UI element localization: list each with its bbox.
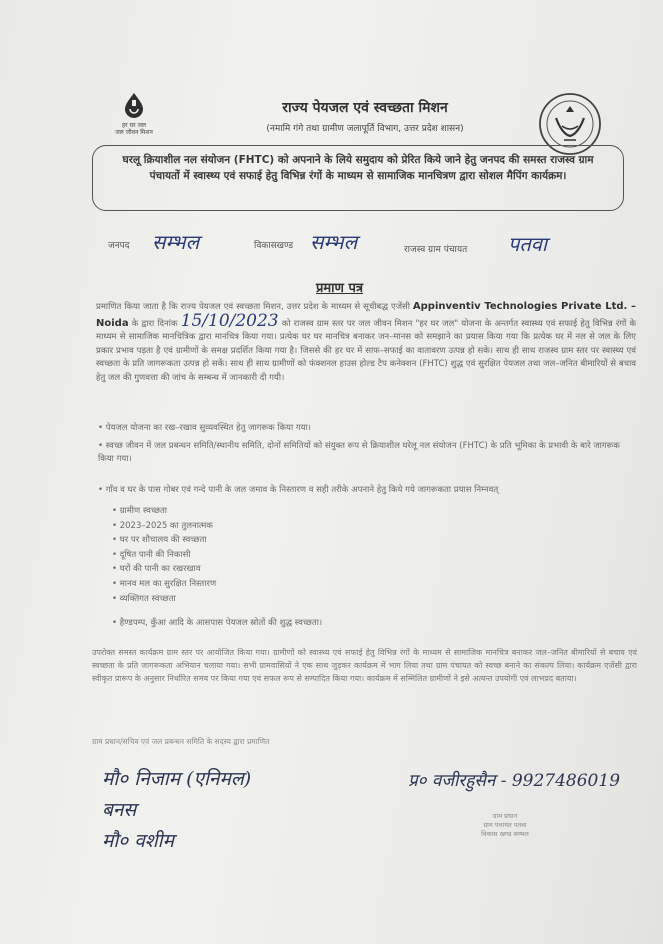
attestation-note: ग्राम प्रधान/सचिव एवं जल प्रबन्धन समिति के सदस्य द्वारा प्रमाणित <box>92 737 270 746</box>
bullet-item-1: • पेयजल योजना का रख–रखाव सुव्यवस्थित हेतु जागरूक किया गया। <box>98 423 311 433</box>
paragraph-1-start: प्रमाणित किया जाता है कि राज्य पेयजल एवं स्वच्छता मिशन, उत्तर प्रदेश के माध्यम से सूचीबद्ध एजेंसी <box>96 302 410 312</box>
certificate-paragraph-2: उपरोक्त समस्त कार्यक्रम ग्राम स्तर पर आयोजित किया गया। ग्रामीणों को स्वास्थ्य एवं सफाई हेतु विभिन्न रंगों के माध्यम से सामाजिक मानचित्र बनाकर जल–जनित बीमारियों से बचाव एवं स्वच्छता के प्रति जागरूकता अभियान चलाया गया। सभी ग्रामवासियों ने एक साथ जुड़कर कार्यक्रम में भाग लिया तथा ग्राम पंचायत को स्वच्छ बनाने का संकल्प लिया। कार्यक्रम एजेंसी द्वारा स्वीकृत प्रारूप के अनुसार निर्धारित समय पर किया गया एवं सफल रूप से सम्पादित किया गया। कार्यक्रम में सम्मिलित ग्रामीणों ने इसे अत्यन्त उपयोगी एवं लाभप्रद बताया। <box>92 648 637 683</box>
sub-item: • हैण्डपम्प, कुँआ आदि के आसपास पेयजल स्रोतों की शुद्ध स्वच्छता। <box>112 618 323 629</box>
sub-item: • 2023–2025 का तुलनात्मक <box>112 520 213 531</box>
certificate-paragraph-1 <box>96 300 636 385</box>
sub-item-list <box>112 504 412 631</box>
sub-item: • ग्रामीण स्वच्छता <box>112 506 168 516</box>
location-row <box>104 232 624 266</box>
bullet-item-3: • गाँव व घर के पास गोबर एवं गन्दे पानी के जल जमाव के निस्तारण व सही तरीके अपनाने हेतु किये गये जागरूकता प्रयास निम्नवत् <box>98 485 499 495</box>
page-title: राज्य पेयजल एवं स्वच्छता मिशन <box>282 100 448 116</box>
block-label: विकासखण्ड <box>254 241 294 251</box>
signature-line-3: मौ० वशीम <box>102 830 174 852</box>
block-value: सम्भल <box>310 230 358 254</box>
handwritten-date: 15/10/2023 <box>180 310 279 331</box>
sub-item: • घर पर शौचालय की स्वच्छता <box>112 535 207 546</box>
signature-line-1: मौ० निजाम (एनिमल) <box>102 768 252 790</box>
gp-value: पतवा <box>508 232 548 256</box>
bullet-item-2: • स्वच्छ जीवन में जल प्रबन्धन समिति/स्थानीय समिति, दोनों समितियों को संयुक्त रूप से क्रियाशील घरेलू नल संयोजन (FHTC) के प्रति भूमिका के प्रभावी के बारे जागरूक किया गया। <box>98 441 620 464</box>
sub-item: • दूषित पानी की निकासी <box>112 549 191 560</box>
sub-item: • घरों की पानी का रखरखाव <box>112 564 201 575</box>
agency-name: Appinventiv Technologies Private Ltd. – Noida <box>96 301 637 329</box>
sub-item: • मानव मल का सुरक्षित निस्तारण <box>112 578 217 589</box>
district-label: जनपद <box>108 241 130 251</box>
page-subtitle: (नमामि गंगे तथा ग्रामीण जलापूर्ति विभाग, उत्तर प्रदेश शासन) <box>266 124 464 134</box>
program-heading-box: घरलू क्रियाशील नल संयोजन (FHTC) को अपनाने के लिये समुदाय को प्रेरित किये जाने हेतु जनपद की समस्त राजस्व ग्राम पंचायतों में स्वास्थ्य एवं सफाई हेतु विभिन्न रंगों के माध्यम से सामाजिक मानचित्रण द्वारा सोशल मैपिंग कार्यक्रम। <box>92 145 624 211</box>
gp-label: राजस्व ग्राम पंचायत <box>404 245 468 255</box>
water-drop-icon <box>122 92 146 118</box>
sub-item: • व्यक्तिगत स्वच्छता <box>112 593 176 604</box>
logo-caption: हर घर जल जल जीवन मिशन <box>115 122 153 136</box>
paragraph-1-mid: के द्वारा दिनांक <box>131 318 178 329</box>
certificate-title: प्रमाण पत्र <box>316 281 364 296</box>
left-signatures <box>102 764 251 857</box>
jal-jeevan-mission-logo <box>112 92 156 136</box>
paragraph-1-rest: को राजस्व ग्राम स्तर पर जल जीवन मिशन "हर घर जल" योजना के अन्तर्गत स्वास्थ्य एवं सफाई हेतु विभिन्न रंगों के माध्यम से सामाजिक मानचित्रिक द्वारा मानचित्र किया गया। प्रत्येक घर घर मानचित्र बनाकर जन–मानस को समझाने का प्रयास किया गया कि प्रत्येक घर में नल से जल के लिए प्रकार प्रभाव पड़ता है एवं ग्रामीणों के समक्ष प्रदर्शित किया गया है। जिससे की हर घर में साफ–सफाई का वातावरण उत्पन्न हो सके। साथ ही साथ राजस्व ग्राम स्तर पर स्वास्थ्य एवं स्वच्छता के प्रति जागरूकता उत्पन्न हो सकें। साथ ही साथ ग्रामीणों को फंक्शनल हाउस होल्ड टैप कनेक्शन (FHTC) शुद्ध एवं सुरक्षित पेयजल तथा जल–जनित बीमारियों से बचाव हेतु जल की गुणवत्ता की जांच के सम्बन्ध में जानकारी दी गयी। <box>96 318 637 383</box>
district-value: सम्भल <box>152 230 200 254</box>
right-signature: प्र० वजीरहुसैन - 9927486019 <box>408 771 621 791</box>
signature-line-2: बनस <box>102 799 137 821</box>
header-title-block <box>230 98 500 134</box>
official-stamp: ग्राम प्रधान ग्राम पंचायत पतवा विकास खण्ड सम्भल <box>481 812 529 838</box>
